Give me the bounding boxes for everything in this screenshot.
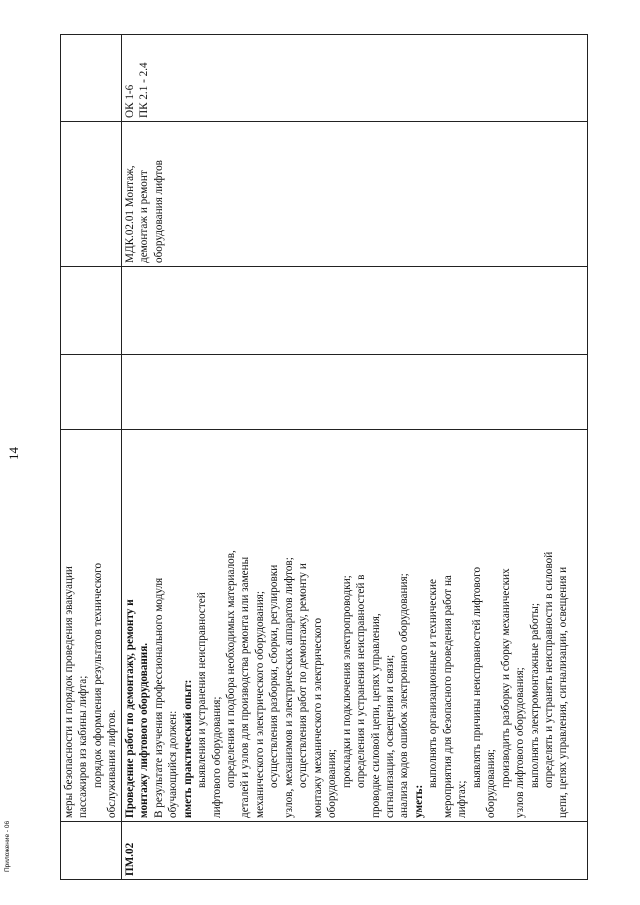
module-content <box>121 430 587 822</box>
text-line: пассажиров из кабины лифта; <box>77 675 90 818</box>
content-cell-continuation <box>61 430 122 822</box>
text-line: анализа кодов ошибок электронного оборудования; <box>398 573 411 818</box>
text-line: механического и электрического оборудования; <box>253 591 266 818</box>
empty-cell <box>61 267 122 355</box>
footer-note: Приложение - 06 <box>4 820 11 872</box>
text-line: лифтового оборудования; <box>210 696 223 818</box>
text-line: проводке силовой цепи, цепях управления, <box>369 613 382 818</box>
module-title-line: Проведение работ по демонтажу, ремонту и <box>123 599 136 818</box>
text-line: производить разборку и сборку механических <box>499 568 512 788</box>
text-line: меры безопасности и порядок проведения эвакуации <box>63 566 75 818</box>
text-line: В результате изучения профессионального модуля <box>152 577 165 818</box>
text-line: выполнять организационные и технические <box>427 579 440 788</box>
competencies-cell <box>121 35 587 122</box>
page-number: 14 <box>6 447 21 460</box>
empty-cell <box>61 122 122 267</box>
text-line: определения и устранения неисправностей в <box>355 574 368 788</box>
empty-cell <box>61 355 122 430</box>
text-line: мероприятия для безопасного проведения работ на <box>441 575 454 818</box>
empty-cell <box>121 355 587 430</box>
text-line: обучающийся должен: <box>167 710 180 818</box>
text-line: лифтах; <box>456 780 469 818</box>
text-line: сигнализации, освещения и связи; <box>383 654 396 818</box>
pk-codes: ПК 2.1 - 2.4 <box>138 62 151 118</box>
module-title-line: монтажу лифтового оборудования. <box>138 642 151 818</box>
empty-cell <box>121 267 587 355</box>
text-line: оборудования; <box>326 749 339 818</box>
competency-table <box>60 34 588 880</box>
table-row-continuation <box>61 35 122 880</box>
rotated-page <box>60 35 588 880</box>
text-line: монтажу механического и электрического <box>311 617 324 818</box>
section-heading-experience: иметь практический опыт: <box>181 679 194 818</box>
mdk-line: демонтаж и ремонт <box>138 170 151 263</box>
text-line: оборудования; <box>485 749 498 818</box>
text-line: прокладки и подключения электропроводки; <box>340 575 353 788</box>
text-line: деталей и узлов для производства ремонта или замены <box>239 556 252 818</box>
ok-codes: ОК 1-6 <box>123 84 136 118</box>
text-line: порядок оформления результатов технического <box>91 562 104 788</box>
section-heading-skills: уметь: <box>412 784 425 818</box>
text-line: обслуживания лифтов. <box>106 709 119 818</box>
empty-cell <box>61 35 122 122</box>
text-line: определения и подбора необходимых материалов, <box>224 550 237 788</box>
code-cell-empty <box>61 822 122 880</box>
text-line: узлов лифтового оборудования; <box>514 667 527 818</box>
mdk-line: оборудования лифтов <box>152 160 165 263</box>
text-line: выявления и устранения неисправностей <box>196 592 209 788</box>
text-line: выполнять электромонтажные работы; <box>528 602 541 788</box>
text-line: выявлять причины неисправностей лифтового <box>470 566 483 788</box>
module-code: ПМ.02 <box>121 822 587 880</box>
text-line: цепи, цепях управления, сигнализации, освещения и <box>557 566 570 818</box>
text-line: осуществления разборки, сборки, регулировки <box>268 564 281 788</box>
table-row-pm02 <box>121 35 587 880</box>
text-line: узлов, механизмов и электрических аппаратов лифтов; <box>282 557 295 818</box>
mdk-line: МДК.02.01 Монтаж, <box>123 165 136 263</box>
text-line: определять и устранять неисправности в силовой <box>542 551 555 788</box>
mdk-cell <box>121 122 587 267</box>
text-line: осуществления работ по демонтажу, ремонту и <box>297 563 310 788</box>
